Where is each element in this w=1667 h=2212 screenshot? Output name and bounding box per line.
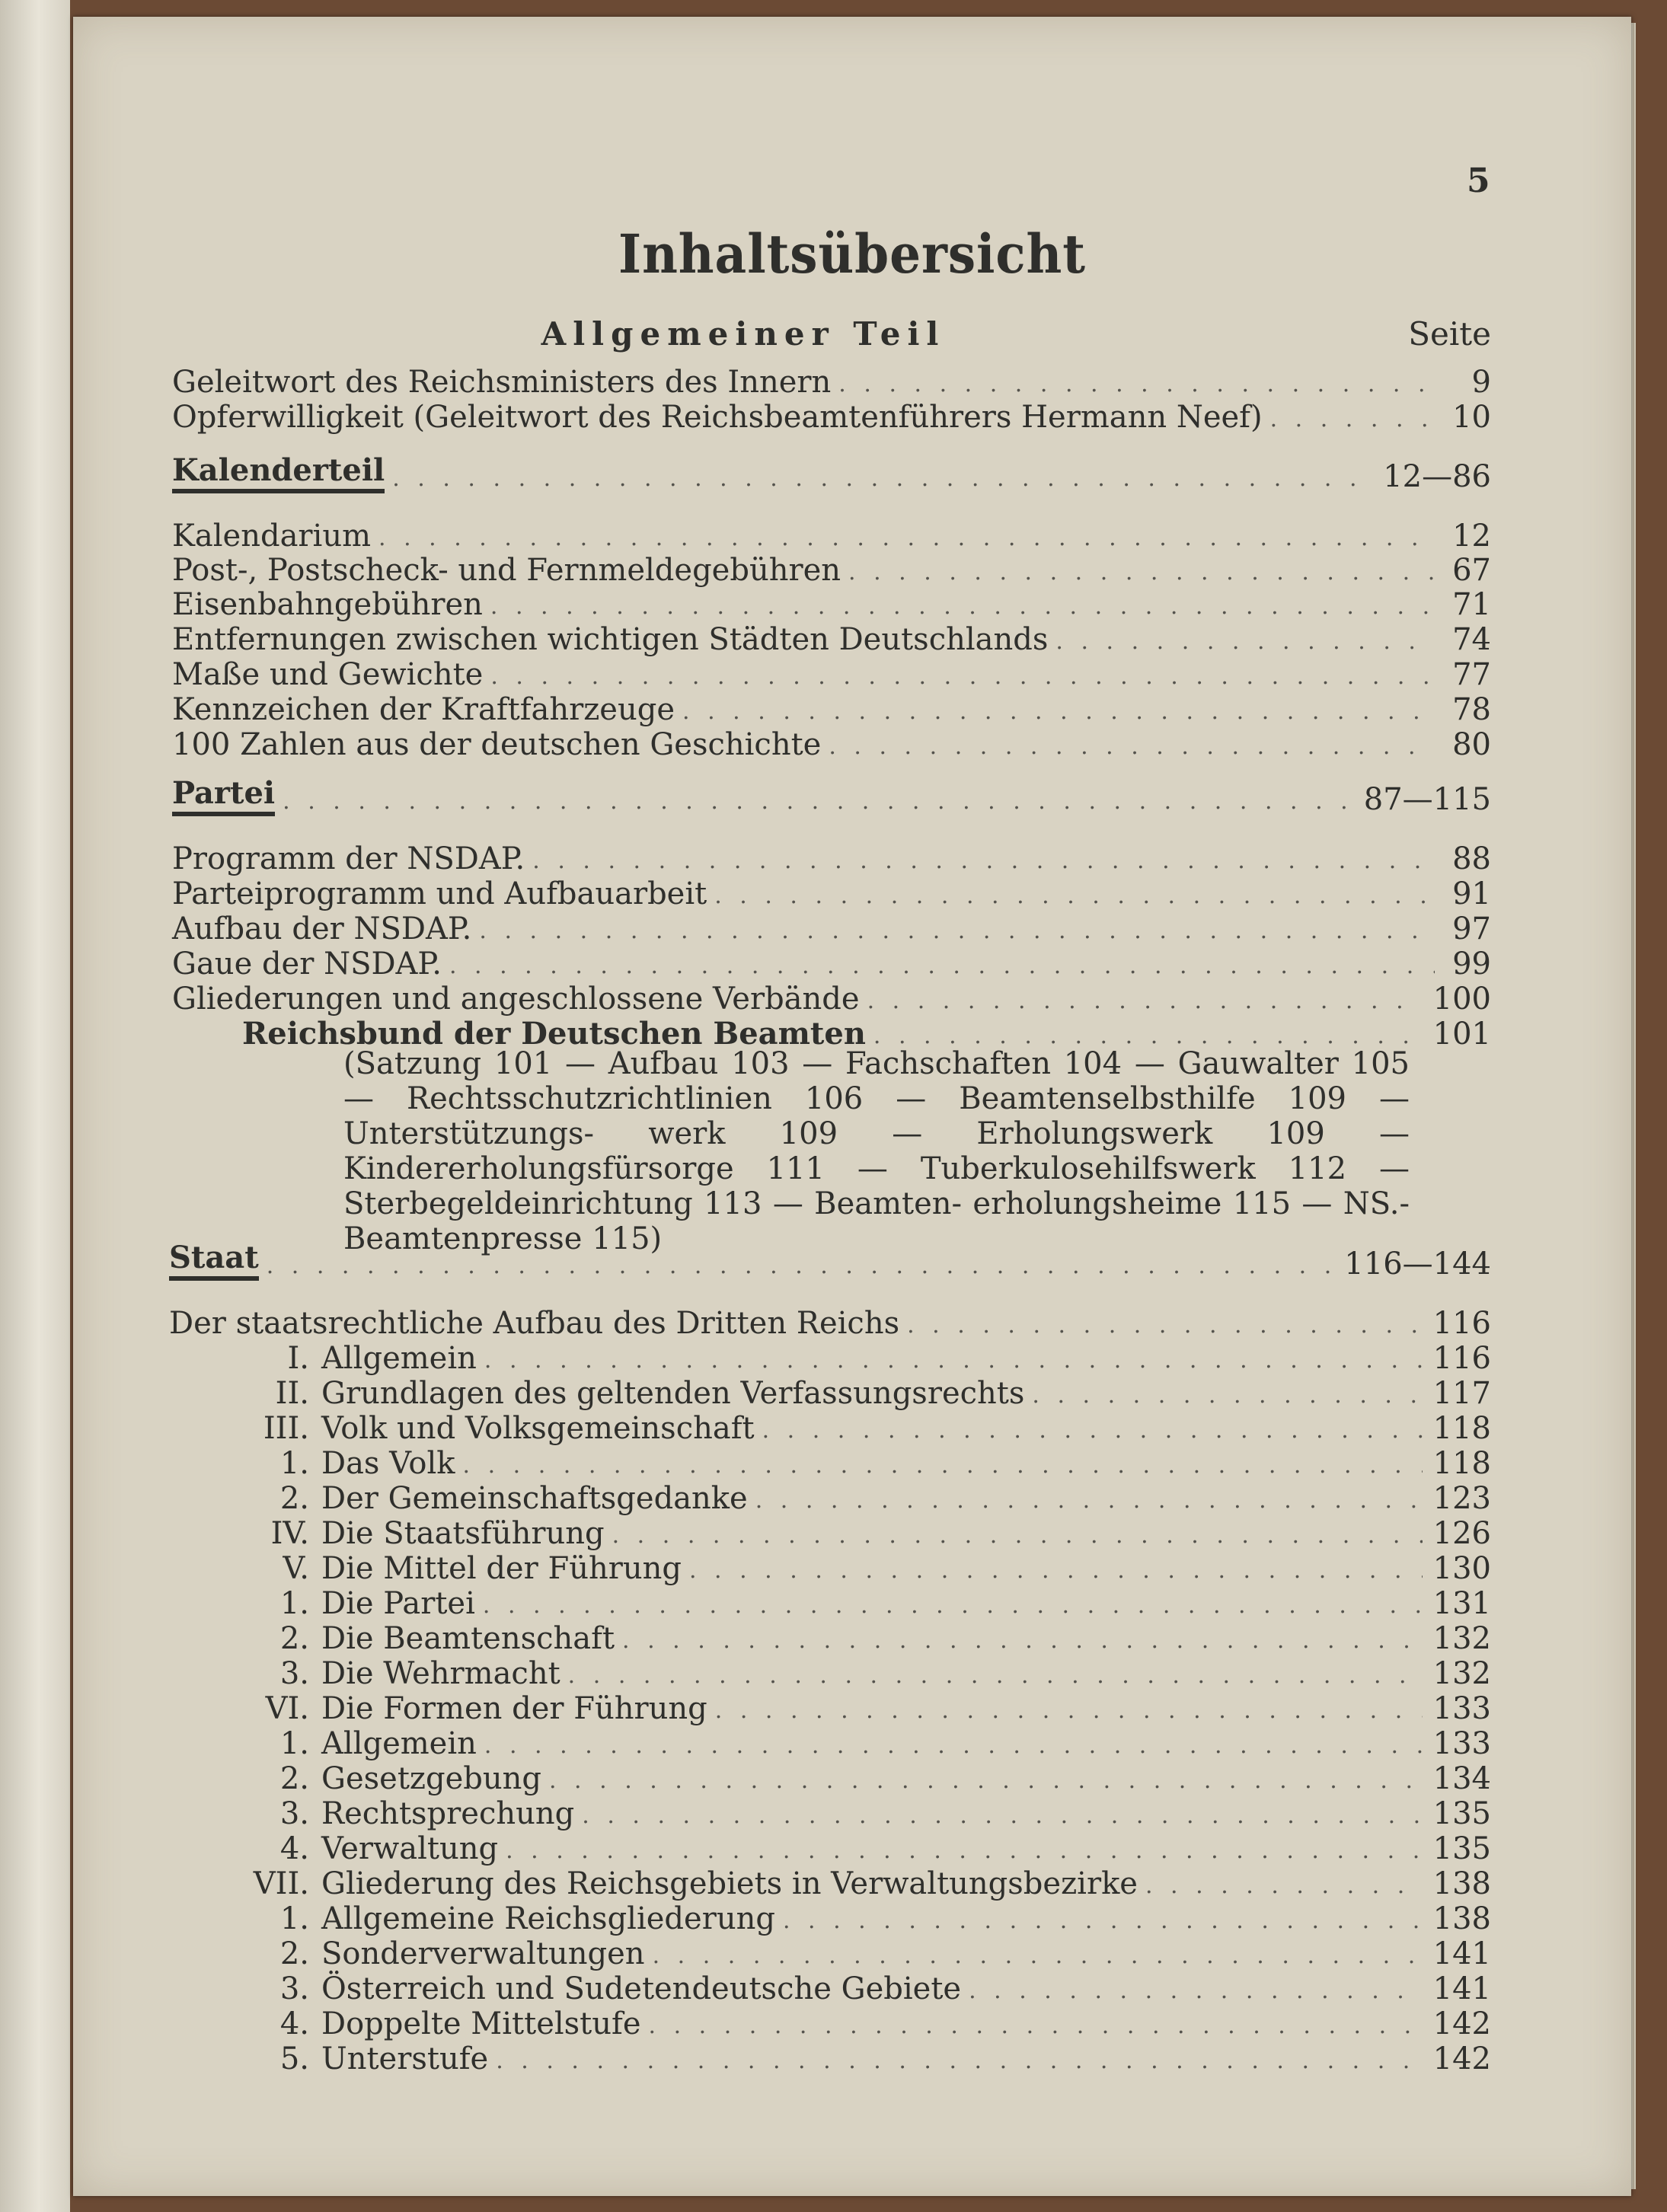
entry-page: 87—115 [1363, 782, 1491, 817]
toc-entry [172, 947, 1491, 981]
dot-leader [484, 1732, 1423, 1760]
toc-entry [195, 1412, 1491, 1445]
entry-label: Entfernungen zwischen wichtigen Städten Deutschlands [172, 622, 1049, 657]
dot-leader [490, 592, 1435, 621]
dot-leader [549, 1767, 1423, 1795]
toc-entry [172, 912, 1491, 946]
entry-page: 133 [1432, 1691, 1491, 1726]
entry-label: Österreich und Sudetendeutsche Gebiete [321, 1971, 962, 2006]
toc-entry [273, 1937, 1491, 1971]
entry-label: Kalenderteil [172, 454, 385, 493]
entry-label: Das Volk [321, 1446, 455, 1481]
toc-entry [195, 1517, 1491, 1550]
entry-page: 141 [1432, 1971, 1491, 2006]
dot-leader [378, 524, 1435, 553]
entry-page: 91 [1452, 876, 1491, 911]
entry-label: Die Wehrmacht [321, 1656, 560, 1691]
toc-entry [273, 1727, 1491, 1760]
entry-number: IV. [270, 1516, 309, 1551]
dot-leader [622, 1626, 1423, 1655]
entry-number: 5. [279, 2041, 309, 2076]
dot-leader [1032, 1381, 1422, 1410]
entry-label: Verwaltung [321, 1831, 499, 1866]
entry-page: 80 [1452, 727, 1491, 762]
entry-page: 135 [1432, 1831, 1491, 1866]
entry-label: Die Formen der Führung [321, 1691, 707, 1726]
entry-label: Gaue der NSDAP. [172, 946, 442, 982]
entry-label: Partei [172, 777, 275, 816]
toc-entry [273, 2042, 1491, 2076]
general-part-heading: Allgemeiner Teil [541, 315, 946, 353]
toc-entry [172, 877, 1491, 911]
section-heading-partei [172, 775, 1491, 817]
entry-number: 3. [279, 1656, 309, 1691]
toc-entry [172, 401, 1491, 434]
toc-entry [273, 1762, 1491, 1795]
entry-label: Doppelte Mittelstufe [321, 2006, 641, 2041]
dot-leader [682, 697, 1435, 726]
entry-number: VI. [265, 1691, 309, 1726]
dot-leader [483, 1591, 1423, 1620]
dot-leader [649, 2012, 1423, 2041]
dot-leader [829, 733, 1435, 761]
dot-leader [283, 787, 1353, 816]
dot-leader [582, 1802, 1422, 1831]
page-number: 5 [1467, 161, 1490, 200]
toc-entry [195, 1342, 1491, 1375]
page-title: Inhaltsübersicht [618, 222, 1086, 286]
entry-page: 133 [1432, 1726, 1491, 1761]
toc-entry [172, 554, 1491, 587]
entry-page: 135 [1432, 1796, 1491, 1831]
entry-number: V. [283, 1551, 309, 1586]
entry-page: 117 [1432, 1376, 1491, 1411]
dot-leader [907, 1311, 1423, 1340]
toc-entry [195, 1552, 1491, 1585]
entry-page: 101 [1432, 1017, 1491, 1052]
entry-page: 118 [1432, 1411, 1491, 1446]
entry-label: Grundlagen des geltenden Verfassungsrechts [321, 1376, 1025, 1411]
entry-page: 67 [1452, 553, 1491, 588]
entry-number: 2. [279, 1936, 309, 1971]
dot-leader [969, 1977, 1423, 2006]
entry-label: Unterstufe [321, 2041, 489, 2076]
entry-page: 118 [1432, 1446, 1491, 1481]
entry-page: 12—86 [1383, 459, 1491, 494]
dot-leader [1145, 1872, 1423, 1901]
entry-page: 71 [1452, 587, 1491, 622]
entry-page: 74 [1452, 622, 1491, 657]
entry-label: Eisenbahngebühren [172, 587, 483, 622]
toc-entry [172, 982, 1491, 1016]
dot-leader [867, 987, 1423, 1016]
entry-page: 116 [1432, 1341, 1491, 1376]
toc-entry [273, 1972, 1491, 2006]
entry-label: Die Partei [321, 1586, 475, 1621]
toc-entry [273, 1657, 1491, 1690]
entry-page: 100 [1432, 982, 1491, 1017]
entry-page: 134 [1432, 1761, 1491, 1796]
toc-entry [172, 693, 1491, 726]
entry-number: 1. [279, 1726, 309, 1761]
dot-leader [1055, 627, 1435, 656]
toc-entry [273, 1832, 1491, 1866]
entry-number: VII. [253, 1866, 309, 1901]
toc-entry [195, 1867, 1491, 1901]
entry-label: Programm der NSDAP. [172, 841, 525, 876]
entry-label: Post-, Postscheck- und Fernmeldegebühren [172, 553, 841, 588]
toc-entry [273, 1587, 1491, 1620]
toc-entry [195, 1377, 1491, 1410]
entry-label: Reichsbund der Deutschen Beamten [242, 1016, 866, 1052]
toc-entry [172, 842, 1491, 876]
book-page [73, 17, 1631, 2196]
toc-entry [172, 365, 1491, 399]
entry-number: 1. [279, 1586, 309, 1621]
dot-leader [689, 1556, 1423, 1585]
entry-label: Kalendarium [172, 519, 372, 554]
entry-label: Gliederungen und angeschlossene Verbände [172, 982, 860, 1017]
toc-entry [169, 1307, 1491, 1340]
entry-label: 100 Zahlen aus der deutschen Geschichte [172, 727, 822, 762]
toc-entry [273, 1447, 1491, 1480]
entry-label: Gesetzgebung [321, 1761, 541, 1796]
entry-label: Allgemein [321, 1341, 477, 1376]
dot-leader [762, 1416, 1423, 1445]
entry-page: 138 [1432, 1866, 1491, 1901]
entry-page: 142 [1432, 2006, 1491, 2041]
entry-label: Die Mittel der Führung [321, 1551, 682, 1586]
dot-leader [715, 1697, 1423, 1725]
toc-entry [195, 1692, 1491, 1725]
entry-number: 3. [279, 1796, 309, 1831]
dot-leader [506, 1837, 1423, 1866]
entry-page: 116—144 [1344, 1246, 1491, 1282]
dot-leader [490, 662, 1435, 691]
toc-entry [172, 519, 1491, 553]
dot-leader [612, 1521, 1423, 1550]
toc-entry [273, 1902, 1491, 1936]
toc-entry [172, 588, 1491, 621]
dot-leader [568, 1661, 1423, 1690]
dot-leader [392, 464, 1372, 493]
entry-number: 2. [279, 1761, 309, 1796]
entry-label: Opferwilligkeit (Geleitwort des Reichsbeamtenführers Hermann Neef) [172, 400, 1263, 435]
entry-label: Staat [169, 1241, 259, 1281]
dot-leader [848, 558, 1435, 587]
dot-leader [463, 1451, 1423, 1480]
entry-number: I. [287, 1341, 309, 1376]
reichsbund-detail-text: (Satzung 101 — Aufbau 103 — Fachschaften 104 — Gauwalter 105 — Rechtsschutzrichtlinien 106 — Beamtenselbsthilfe 109 — Unterstützungs- werk 109 — Erholungswerk 109 — Kindererholungsfürsorge 111 — Tuberkulosehilfswerk 112 — Sterbegeldeinrichtung 113 — Beamten- erholungsheime 115 — NS.-Beamtenpresse 115) [343, 1046, 1410, 1256]
facing-page-edge [0, 0, 70, 2212]
entry-label: Der staatsrechtliche Aufbau des Dritten Reichs [169, 1306, 900, 1341]
entry-page: 126 [1432, 1516, 1491, 1551]
entry-label: Der Gemeinschaftsgedanke [321, 1481, 748, 1516]
entry-page: 130 [1432, 1551, 1491, 1586]
toc-entry [273, 1622, 1491, 1655]
entry-page: 78 [1452, 692, 1491, 727]
entry-page: 88 [1452, 841, 1491, 876]
entry-number: II. [275, 1376, 309, 1411]
entry-label: Die Staatsführung [321, 1516, 605, 1551]
section-heading-kalenderteil [172, 452, 1491, 494]
entry-label: Parteiprogramm und Aufbauarbeit [172, 876, 707, 911]
dot-leader [479, 917, 1435, 946]
entry-label: Die Beamtenschaft [321, 1621, 615, 1656]
dot-leader [783, 1907, 1423, 1936]
entry-label: Maße und Gewichte [172, 657, 484, 692]
toc-entry [172, 728, 1491, 761]
dot-leader [449, 952, 1435, 981]
entry-page: 116 [1432, 1306, 1491, 1341]
entry-page: 132 [1432, 1621, 1491, 1656]
entry-number: 4. [279, 2006, 309, 2041]
toc-entry [273, 1797, 1491, 1831]
entry-number: III. [263, 1411, 309, 1446]
entry-page: 132 [1432, 1656, 1491, 1691]
entry-label: Volk und Volksgemeinschaft [321, 1411, 755, 1446]
entry-number: 2. [279, 1621, 309, 1656]
entry-page: 142 [1432, 2041, 1491, 2076]
dot-leader [838, 370, 1435, 399]
toc-entry [172, 658, 1491, 691]
entry-page: 97 [1452, 911, 1491, 946]
dot-leader [653, 1942, 1423, 1971]
entry-label: Aufbau der NSDAP. [172, 911, 472, 946]
entry-number: 2. [279, 1481, 309, 1516]
entry-number: 1. [279, 1901, 309, 1936]
entry-label: Kennzeichen der Kraftfahrzeuge [172, 692, 675, 727]
dot-leader [496, 2047, 1422, 2076]
entry-number: 3. [279, 1971, 309, 2006]
entry-page: 77 [1452, 657, 1491, 692]
entry-number: 1. [279, 1446, 309, 1481]
entry-label: Sonderverwaltungen [321, 1936, 645, 1971]
dot-leader [1270, 405, 1435, 434]
toc-entry [273, 2007, 1491, 2041]
entry-page: 99 [1452, 946, 1491, 982]
entry-label: Geleitwort des Reichsministers des Innern [172, 365, 832, 400]
dot-leader [532, 847, 1435, 876]
dot-leader [714, 882, 1435, 911]
toc-entry [172, 623, 1491, 656]
entry-label: Gliederung des Reichsgebiets in Verwaltungsbezirke [321, 1866, 1138, 1901]
dot-leader [484, 1346, 1423, 1375]
page-column-label: Seite [1408, 315, 1491, 353]
entry-page: 141 [1432, 1936, 1491, 1971]
entry-page: 9 [1471, 365, 1491, 400]
entry-label: Rechtsprechung [321, 1796, 575, 1831]
entry-page: 12 [1452, 519, 1491, 554]
entry-page: 131 [1432, 1586, 1491, 1621]
entry-page: 123 [1432, 1481, 1491, 1516]
entry-label: Allgemein [321, 1726, 477, 1761]
entry-number: 4. [279, 1831, 309, 1866]
entry-label: Allgemeine Reichsgliederung [321, 1901, 775, 1936]
dot-leader [755, 1486, 1423, 1515]
entry-page: 10 [1452, 400, 1491, 435]
entry-page: 138 [1432, 1901, 1491, 1936]
toc-entry [273, 1482, 1491, 1515]
